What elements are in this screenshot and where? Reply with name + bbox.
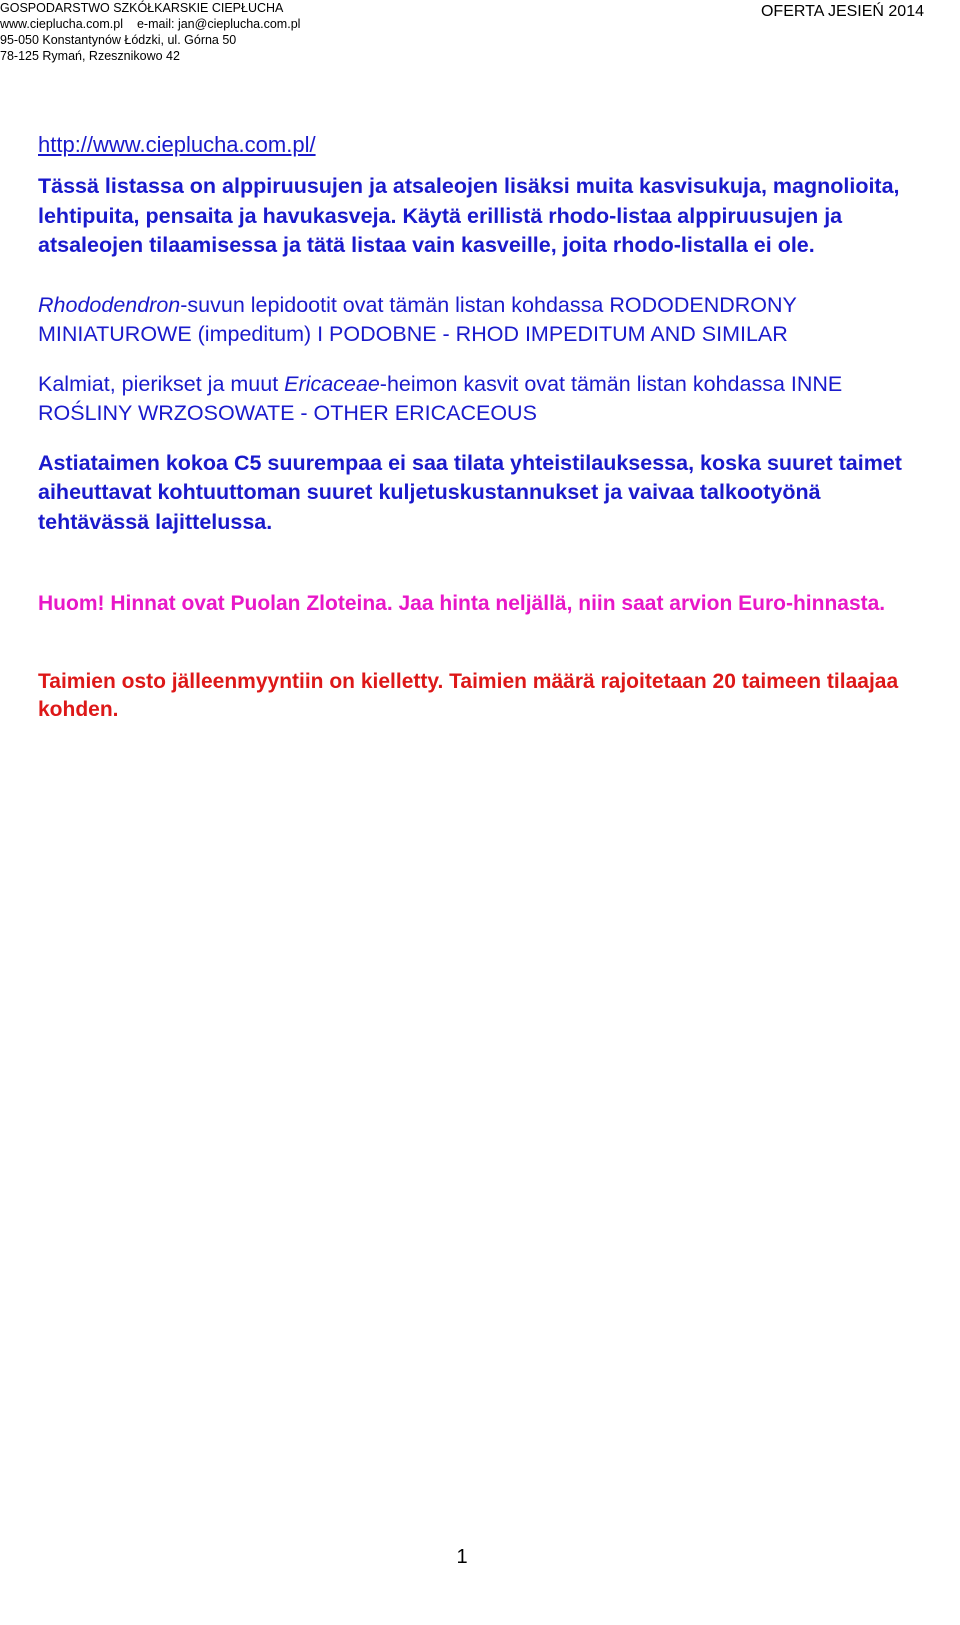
rhododendron-genus: Rhododendron <box>38 292 181 317</box>
address-line-2: 78-125 Rymań, Rzesznikowo 42 <box>0 49 180 63</box>
ericaceae-family: Ericaceae <box>284 371 380 396</box>
intro-paragraph: Tässä listassa on alppiruusujen ja atsaleojen lisäksi muita kasvisukuja, magnolioita, lehtipuita, pensaita ja havukasveja. Käytä erillistä rhodo-listaa alppiruusujen ja atsaleojen tilaamisessa ja tätä listaa vain kasveille, joita rhodo-listalla ei ole. <box>38 174 900 257</box>
ericaceae-text-before: Kalmiat, pierikset ja muut <box>38 371 279 396</box>
ericaceae-paragraph <box>38 370 928 429</box>
rhododendron-paragraph <box>38 291 928 350</box>
email-text: e-mail: jan@cieplucha.com.pl <box>136 17 301 31</box>
resale-note: Taimien osto jälleenmyyntiin on kielletty. Taimien määrä rajoitetaan 20 taimeen tilaajaa kohden. <box>38 670 899 721</box>
offer-title: OFERTA JESIEŃ 2014 <box>760 3 924 20</box>
rhododendron-text: -suvun lepidootit ovat tämän listan kohdassa RODODENDRONY MINIATUROWE (impeditum) I PODOBNE - RHOD IMPEDITUM AND SIMILAR <box>38 292 797 346</box>
company-name: GOSPODARSTWO SZKÓŁKARSKIE CIEPŁUCHA <box>0 1 284 15</box>
website-link[interactable]: http://www.cieplucha.com.pl/ <box>38 132 316 157</box>
website-text: www.cieplucha.com.pl <box>0 17 123 31</box>
ericaceae-text-after: -heimon kasvit ovat tämän listan kohdassa INNE ROŚLINY WRZOSOWATE - OTHER ERICACEOUS <box>38 371 843 425</box>
header-contact-block <box>0 0 300 64</box>
contact-line <box>0 16 300 32</box>
pot-size-paragraph: Astiataimen kokoa C5 suurempaa ei saa tilata yhteistilauksessa, koska suuret taimet aiheuttavat kohtuuttoman suuret kuljetuskustannukset ja vaivaa talkootyönä tehtävässä lajittelussa. <box>38 450 902 534</box>
main-content <box>38 132 928 724</box>
price-note: Huom! Hinnat ovat Puolan Zloteina. Jaa hinta neljällä, niin saat arvion Euro-hinnasta. <box>38 592 886 615</box>
page-number: 1 <box>456 1546 468 1568</box>
address-line-1: 95-050 Konstantynów Łódzki, ul. Górna 50 <box>0 33 237 47</box>
